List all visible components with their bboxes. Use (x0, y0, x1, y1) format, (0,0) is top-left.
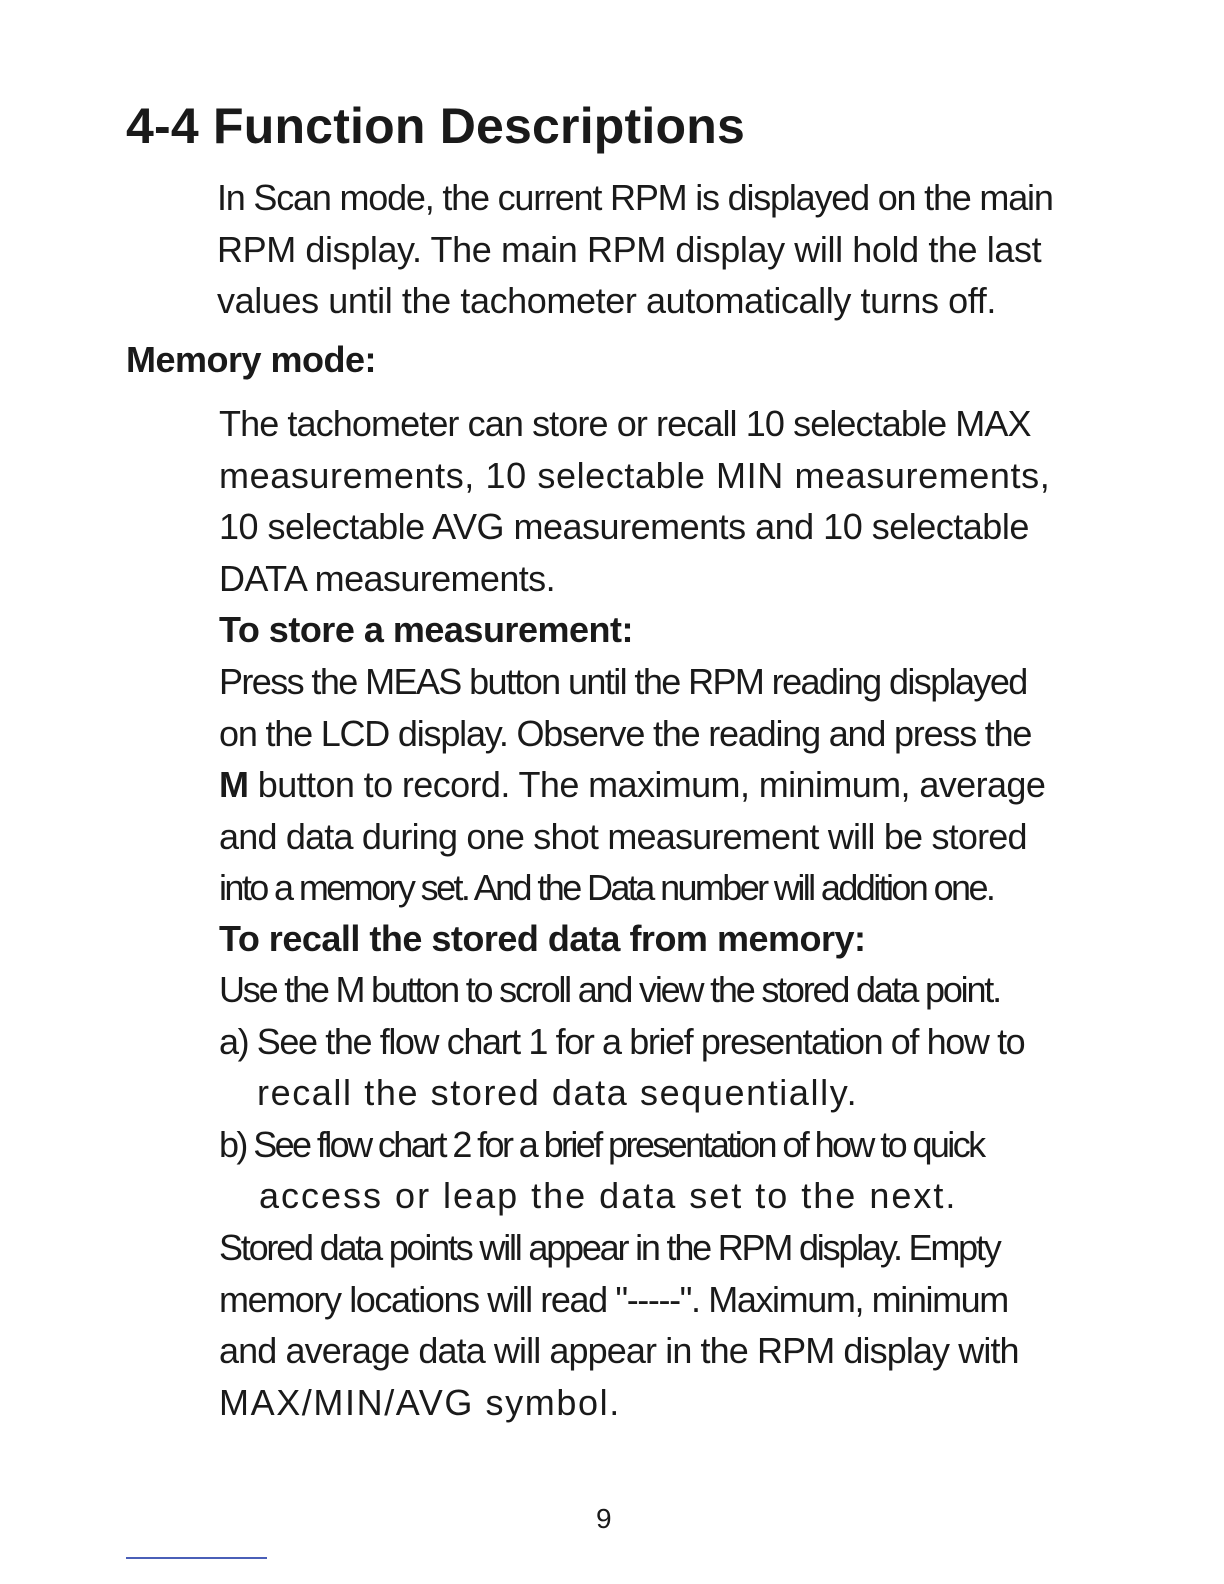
memory-line: measurements, 10 selectable MIN measurements, (219, 454, 1051, 496)
intro-line: values until the tachometer automatically turns off. (217, 280, 996, 322)
memory-line: 10 selectable AVG measurements and 10 selectable (219, 506, 1029, 548)
recall-line: and average data will appear in the RPM display with (219, 1330, 1019, 1372)
store-line (219, 759, 1045, 811)
memory-line: The tachometer can store or recall 10 selectable MAX (219, 403, 1031, 444)
page-number: 9 (596, 1503, 612, 1534)
memory-mode-heading: Memory mode: (126, 339, 377, 380)
store-line: and data during one shot measurement will be stored (219, 815, 1027, 857)
store-measurement-heading: To store a measurement: (219, 609, 633, 650)
recall-line: Use the M button to scroll and view the stored data point. (219, 969, 1000, 1010)
intro-line: In Scan mode, the current RPM is displayed on the main (217, 177, 1053, 218)
store-paragraph (219, 656, 1045, 914)
recall-line: b) See flow chart 2 for a brief presentation of how to quick (219, 1123, 984, 1165)
memory-line: DATA measurements. (219, 557, 555, 599)
store-line: into a memory set. And the Data number will addition one. (219, 867, 994, 909)
recall-line: memory locations will read "-----". Maximum, minimum (219, 1278, 1008, 1320)
m-button-label: M (219, 764, 249, 806)
store-line: Press the MEAS button until the RPM reading displayed (219, 661, 1027, 702)
recall-paragraph (219, 964, 1024, 1428)
recall-line: MAX/MIN/AVG symbol. (219, 1381, 621, 1423)
recall-data-heading: To recall the stored data from memory: (219, 918, 866, 959)
intro-line: RPM display. The main RPM display will hold the last (217, 228, 1042, 270)
recall-line: recall the stored data sequentially. (257, 1072, 859, 1114)
footer-rule (126, 1557, 267, 1559)
memory-paragraph (219, 398, 1050, 604)
recall-line: access or leap the data set to the next. (259, 1175, 958, 1217)
store-line-text: button to record. The maximum, minimum, average (248, 764, 1046, 806)
recall-line: a) See the flow chart 1 for a brief presentation of how to (219, 1020, 1025, 1062)
section-title: 4-4 Function Descriptions (126, 98, 745, 154)
intro-paragraph (217, 172, 1053, 327)
recall-line: Stored data points will appear in the RPM display. Empty (219, 1226, 1000, 1268)
store-line: on the LCD display. Observe the reading and press the (219, 712, 1032, 754)
